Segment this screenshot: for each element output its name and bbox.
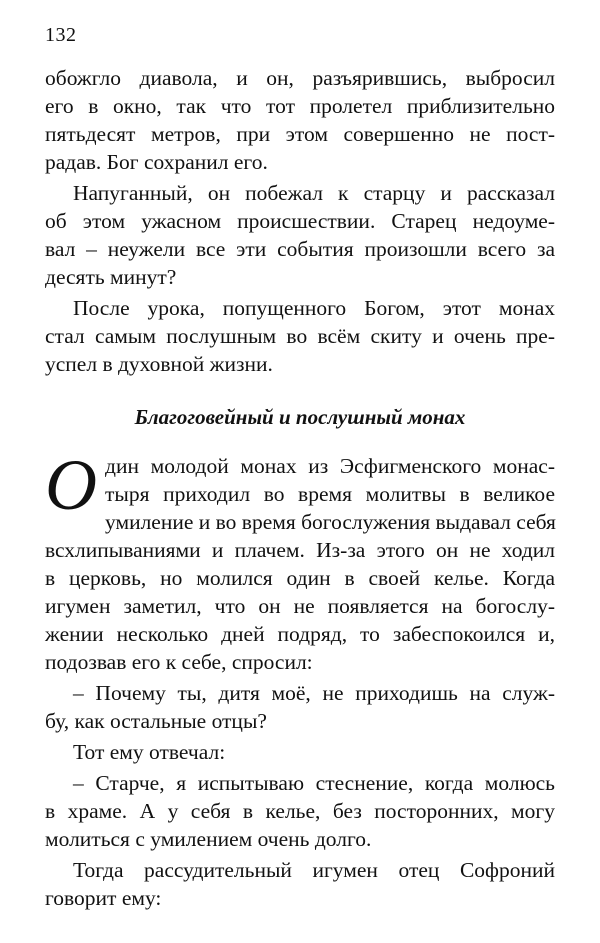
text-line: игумен заметил, что он не появляется на богослу- <box>45 594 555 618</box>
text-line: – Почему ты, дитя моё, не приходишь на служ- <box>73 681 555 705</box>
text-line: в храме. А у себя в келье, без посторонних, могу <box>45 799 555 823</box>
text-line: жении несколько дней подряд, то забеспокоился и, <box>45 622 555 646</box>
paragraph <box>45 738 555 766</box>
text-line: дин молодой монах из Эсфигменского монас- <box>105 454 555 478</box>
paragraph <box>45 445 556 676</box>
text-line: радав. Бог сохранил его. <box>45 150 268 174</box>
text-line: Тот ему отвечал: <box>73 740 226 764</box>
text-line: стал самым послушным во всём скиту и очень пре- <box>45 324 555 348</box>
page-number: 132 <box>45 24 77 46</box>
text-line: После урока, попущенного Богом, этот монах <box>73 296 555 320</box>
text-line: успел в духовной жизни. <box>45 352 273 376</box>
paragraph <box>45 769 555 853</box>
text-line: тыря приходил во время молитвы в великое <box>105 482 555 506</box>
drop-cap-letter: О <box>45 445 97 525</box>
text-line: в церковь, но молился один в своей келье. Когда <box>45 566 555 590</box>
text-line: Напуганный, он побежал к старцу и рассказал <box>73 181 555 205</box>
text-line: – Старче, я испытываю стеснение, когда молюсь <box>73 771 555 795</box>
paragraph <box>45 294 555 378</box>
text-line: всхлипываниями и плачем. Из-за этого он не ходил <box>45 538 555 562</box>
paragraph <box>45 179 555 291</box>
text-line: об этом ужасном происшествии. Старец недоуме- <box>45 209 555 233</box>
text-line: обожгло диавола, и он, разъярившись, выбросил <box>45 66 555 90</box>
paragraph <box>45 856 555 912</box>
paragraph <box>45 679 555 735</box>
text-line: умиление и во время богослужения выдавал себя <box>105 510 556 534</box>
text-line: подозвав его к себе, спросил: <box>45 650 313 674</box>
text-line: вал – неужели все эти события произошли всего за <box>45 237 555 261</box>
text-line: молиться с умилением очень долго. <box>45 827 372 851</box>
paragraph <box>45 64 555 176</box>
text-line: пятьдесят метров, при этом совершенно не пост- <box>45 122 555 146</box>
top-text-block <box>45 64 555 378</box>
text-line: десять минут? <box>45 265 177 289</box>
text-line: бу, как остальные отцы? <box>45 709 267 733</box>
section-title: Благоговейный и послушный монах <box>134 405 466 429</box>
text-line: Тогда рассудительный игумен отец Софроний <box>73 858 555 882</box>
text-line: его в окно, так что тот пролетел приблизительно <box>45 94 555 118</box>
text-line: говорит ему: <box>45 886 162 910</box>
section-text-block <box>45 445 556 912</box>
